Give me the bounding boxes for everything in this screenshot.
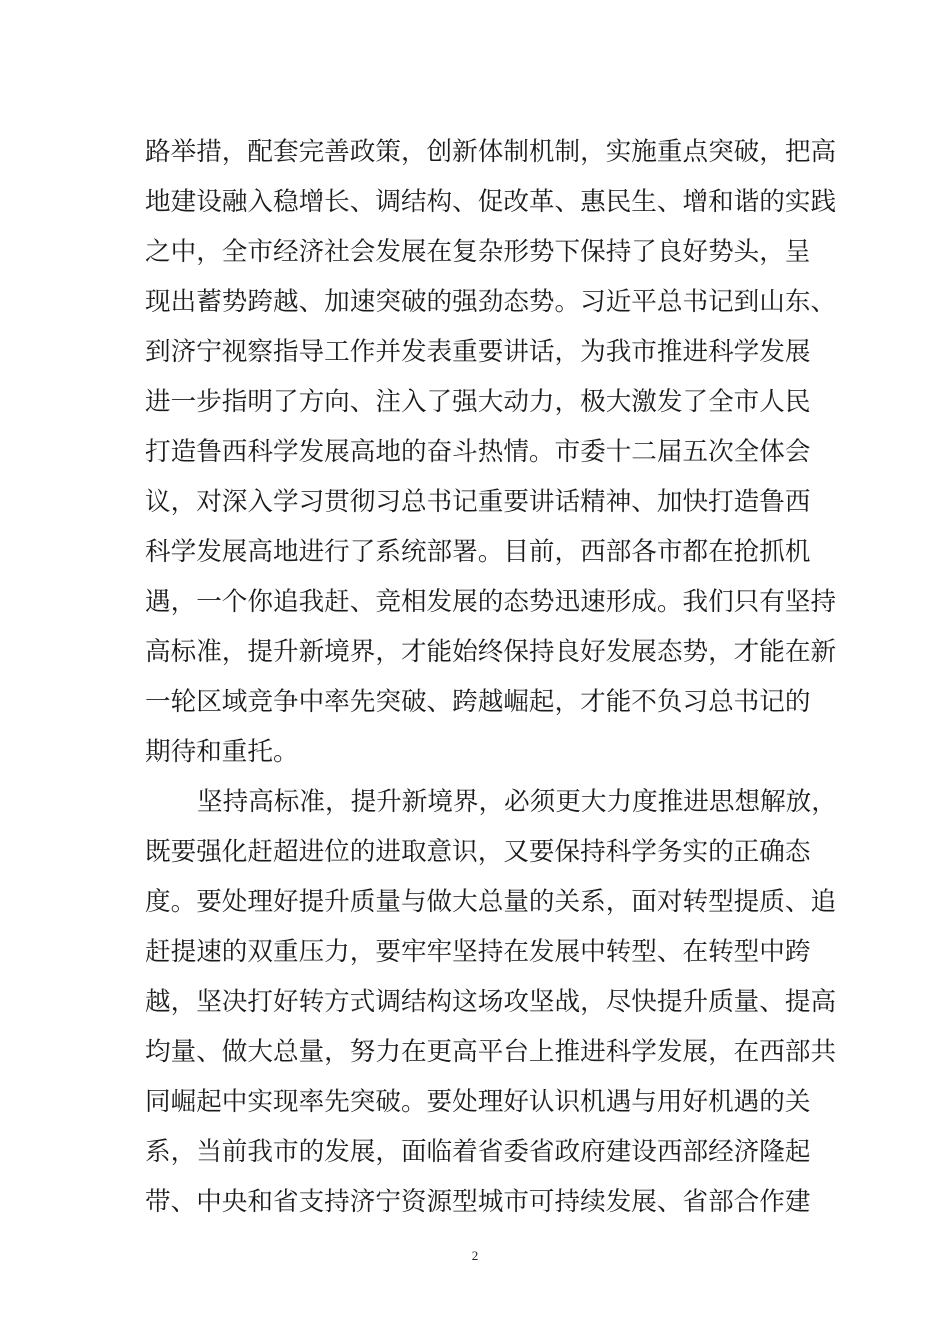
paragraph-1-line-9: 科学发展高地进行了系统部署。目前，西部各市都在抢抓机 [145,537,811,567]
paragraph-2-line-6: 均量、做大总量，努力在更高平台上推进科学发展，在西部共 [145,1037,837,1067]
paragraph-1-line-4: 现出蓄势跨越、加速突破的强劲态势。习近平总书记到山东、 [145,287,837,317]
paragraph-1-line-10: 遇，一个你追我赶、竞相发展的态势迅速形成。我们只有坚持 [145,587,837,617]
paragraph-1-line-6: 进一步指明了方向、注入了强大动力，极大激发了全市人民 [145,387,811,417]
page-number: 2 [471,1248,479,1263]
paragraph-1-line-11: 高标准，提升新境界，才能始终保持良好发展态势，才能在新 [145,637,837,667]
paragraph-2-line-1: 坚持高标准，提升新境界，必须更大力度推进思想解放， [197,787,837,817]
paragraph-1-line-7: 打造鲁西科学发展高地的奋斗热情。市委十二届五次全体会 [145,437,811,467]
paragraph-2-line-2: 既要强化赶超进位的进取意识，又要保持科学务实的正确态 [145,837,811,867]
paragraph-2-line-9: 带、中央和省支持济宁资源型城市可持续发展、省部合作建 [145,1187,811,1217]
paragraph-1-line-3: 之中，全市经济社会发展在复杂形势下保持了良好势头，呈 [145,237,811,267]
paragraph-1-line-1: 路举措，配套完善政策，创新体制机制，实施重点突破，把高 [145,137,837,167]
document-body [145,127,837,1227]
paragraph-1-line-5: 到济宁视察指导工作并发表重要讲话，为我市推进科学发展 [145,337,811,367]
paragraph-2-line-4: 赶提速的双重压力，要牢牢坚持在发展中转型、在转型中跨 [145,937,811,967]
paragraph-1-line-2: 地建设融入稳增长、调结构、促改革、惠民生、增和谐的实践 [145,187,837,217]
paragraph-1-line-13: 期待和重托。 [145,737,299,767]
paragraph-2-line-5: 越，坚决打好转方式调结构这场攻坚战，尽快提升质量、提高 [145,987,837,1017]
paragraph-2-line-3: 度。要处理好提升质量与做大总量的关系，面对转型提质、追 [145,887,837,917]
paragraph-1-line-8: 议，对深入学习贯彻习总书记重要讲话精神、加快打造鲁西 [145,487,811,517]
paragraph-1-line-12: 一轮区域竞争中率先突破、跨越崛起，才能不负习总书记的 [145,687,811,717]
paragraph-2-line-7: 同崛起中实现率先突破。要处理好认识机遇与用好机遇的关 [145,1087,811,1117]
paragraph-2-line-8: 系，当前我市的发展，面临着省委省政府建设西部经济隆起 [145,1137,811,1167]
